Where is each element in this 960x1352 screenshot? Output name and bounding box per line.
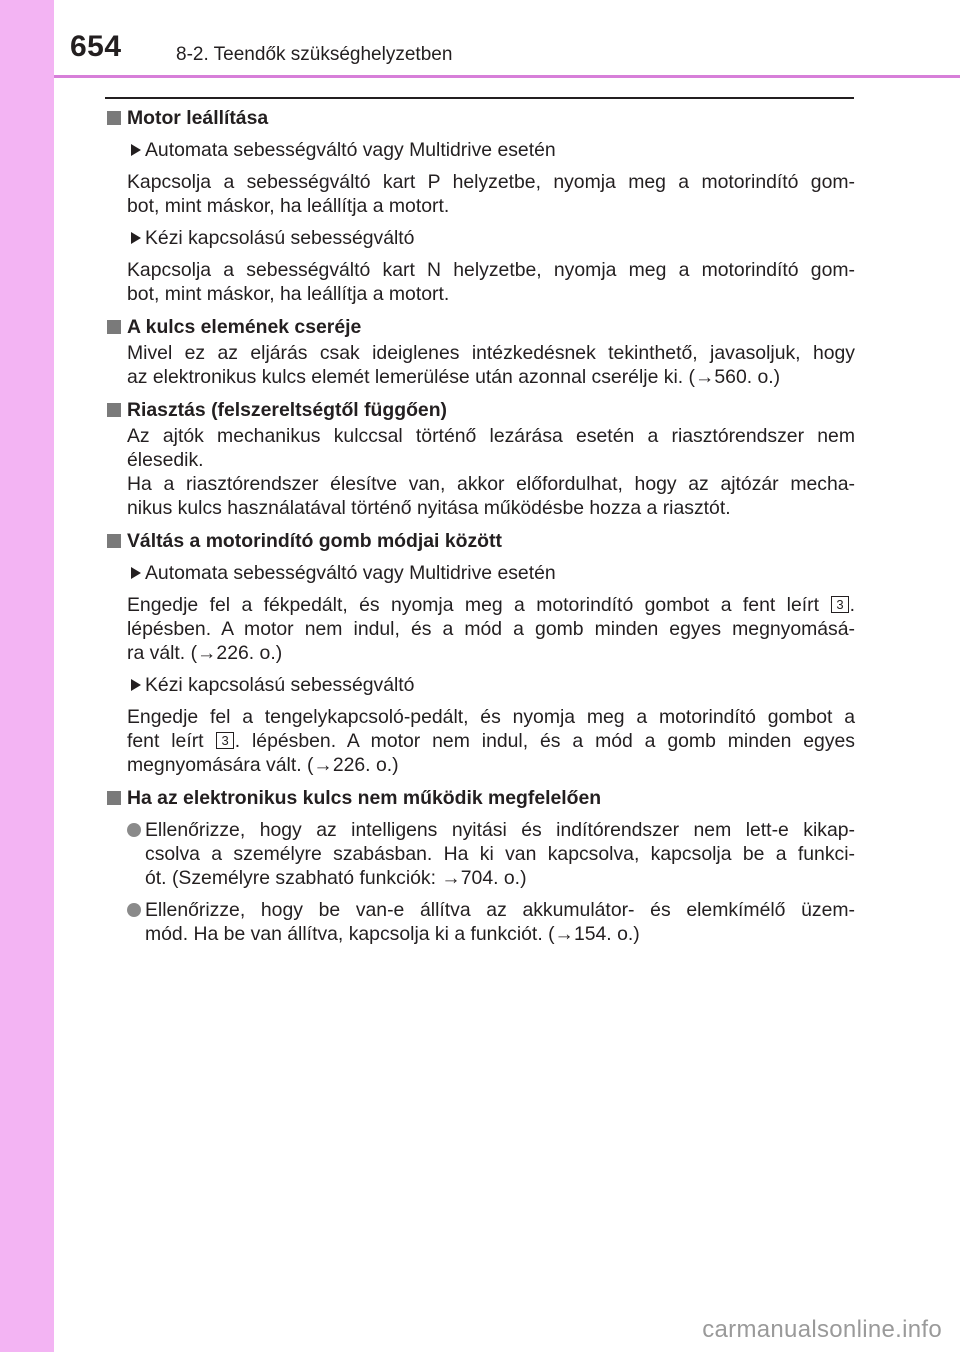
- subheading-manual: Kézi kapcsolású sebességváltó: [105, 226, 855, 250]
- square-bullet-icon: [107, 320, 121, 334]
- circle-bullet-icon: [127, 903, 141, 917]
- content-rule: [105, 97, 854, 99]
- page-number: 654: [70, 30, 122, 63]
- list-item: Ellenőrizze, hogy az intelligens nyitási és indítórendszer nem lett-e kikap- csolva a személyre szabásban. Ha ki van kapcsolva, kapcsolja be a funkci- ót. (Személyre szabható funkciók: →704. o.): [127, 818, 855, 890]
- circle-bullet-icon: [127, 823, 141, 837]
- subheading-automatic: Automata sebességváltó vagy Multidrive esetén: [105, 138, 855, 162]
- header-rule: [54, 75, 960, 78]
- paragraph: Engedje fel a fékpedált, és nyomja meg a motorindító gombot a fent leírt 3 . lépésben. A motor nem indul, és a mód a gomb minden egyes megnyomásá- ra vált. (→226. o.): [127, 594, 855, 664]
- square-bullet-icon: [107, 791, 121, 805]
- paragraph: Mivel ez az eljárás csak ideiglenes intézkedésnek tekinthető, javasoljuk, hogy az elektronikus kulcs elemét lemerülése után azonnal cserélje ki. (→560. o.): [127, 342, 855, 388]
- square-bullet-icon: [107, 403, 121, 417]
- paragraph: Engedje fel a tengelykapcsoló-pedált, és nyomja meg a motorindító gombot a fent leírt 3 . lépésben. A motor nem indul, és a mód a gomb minden egyes megnyomására vált. (→226. o.): [127, 706, 856, 776]
- triangle-bullet-icon: [131, 144, 141, 156]
- page-content: [105, 106, 855, 946]
- subheading-automatic: Automata sebességváltó vagy Multidrive esetén: [105, 561, 855, 585]
- section-heading-alarm: Riasztás (felszereltségtől függően): [105, 398, 855, 422]
- square-bullet-icon: [107, 111, 121, 125]
- chapter-title: 8-2. Teendők szükséghelyzetben: [176, 44, 453, 65]
- triangle-bullet-icon: [131, 232, 141, 244]
- section-heading-mode-switch: Váltás a motorindító gomb módjai között: [105, 529, 855, 553]
- triangle-bullet-icon: [131, 567, 141, 579]
- triangle-bullet-icon: [131, 679, 141, 691]
- paragraph: Az ajtók mechanikus kulccsal történő lezárása esetén a riasztórendszer nem élesedik. Ha a riasztórendszer élesítve van, akkor előfordulhat, hogy az ajtózár mecha- nikus kulcs használatával történő nyitása működésbe hozza a riasztót.: [127, 425, 855, 519]
- section-heading-motor: Motor leállítása: [105, 106, 855, 130]
- side-tab-bar: [0, 0, 54, 1352]
- subheading-manual: Kézi kapcsolású sebességváltó: [105, 673, 855, 697]
- square-bullet-icon: [107, 534, 121, 548]
- list-item: Ellenőrizze, hogy be van-e állítva az akkumulátor- és elemkímélő üzem- mód. Ha be van állítva, kapcsolja ki a funkciót. (→154. o.): [127, 898, 855, 946]
- paragraph: Kapcsolja a sebességváltó kart P helyzetbe, nyomja meg a motorindító gom- bot, mint máskor, ha leállítja a motort.: [127, 171, 855, 217]
- watermark: carmanualsonline.info: [702, 1316, 942, 1343]
- step-reference-box: 3: [216, 732, 233, 749]
- step-reference-box: 3: [831, 596, 848, 613]
- section-heading-electronic-key: Ha az elektronikus kulcs nem működik megfelelően: [105, 786, 855, 810]
- section-heading-battery: A kulcs elemének cseréje: [105, 315, 855, 339]
- paragraph: Kapcsolja a sebességváltó kart N helyzetbe, nyomja meg a motorindító gom- bot, mint máskor, ha leállítja a motort.: [127, 259, 855, 305]
